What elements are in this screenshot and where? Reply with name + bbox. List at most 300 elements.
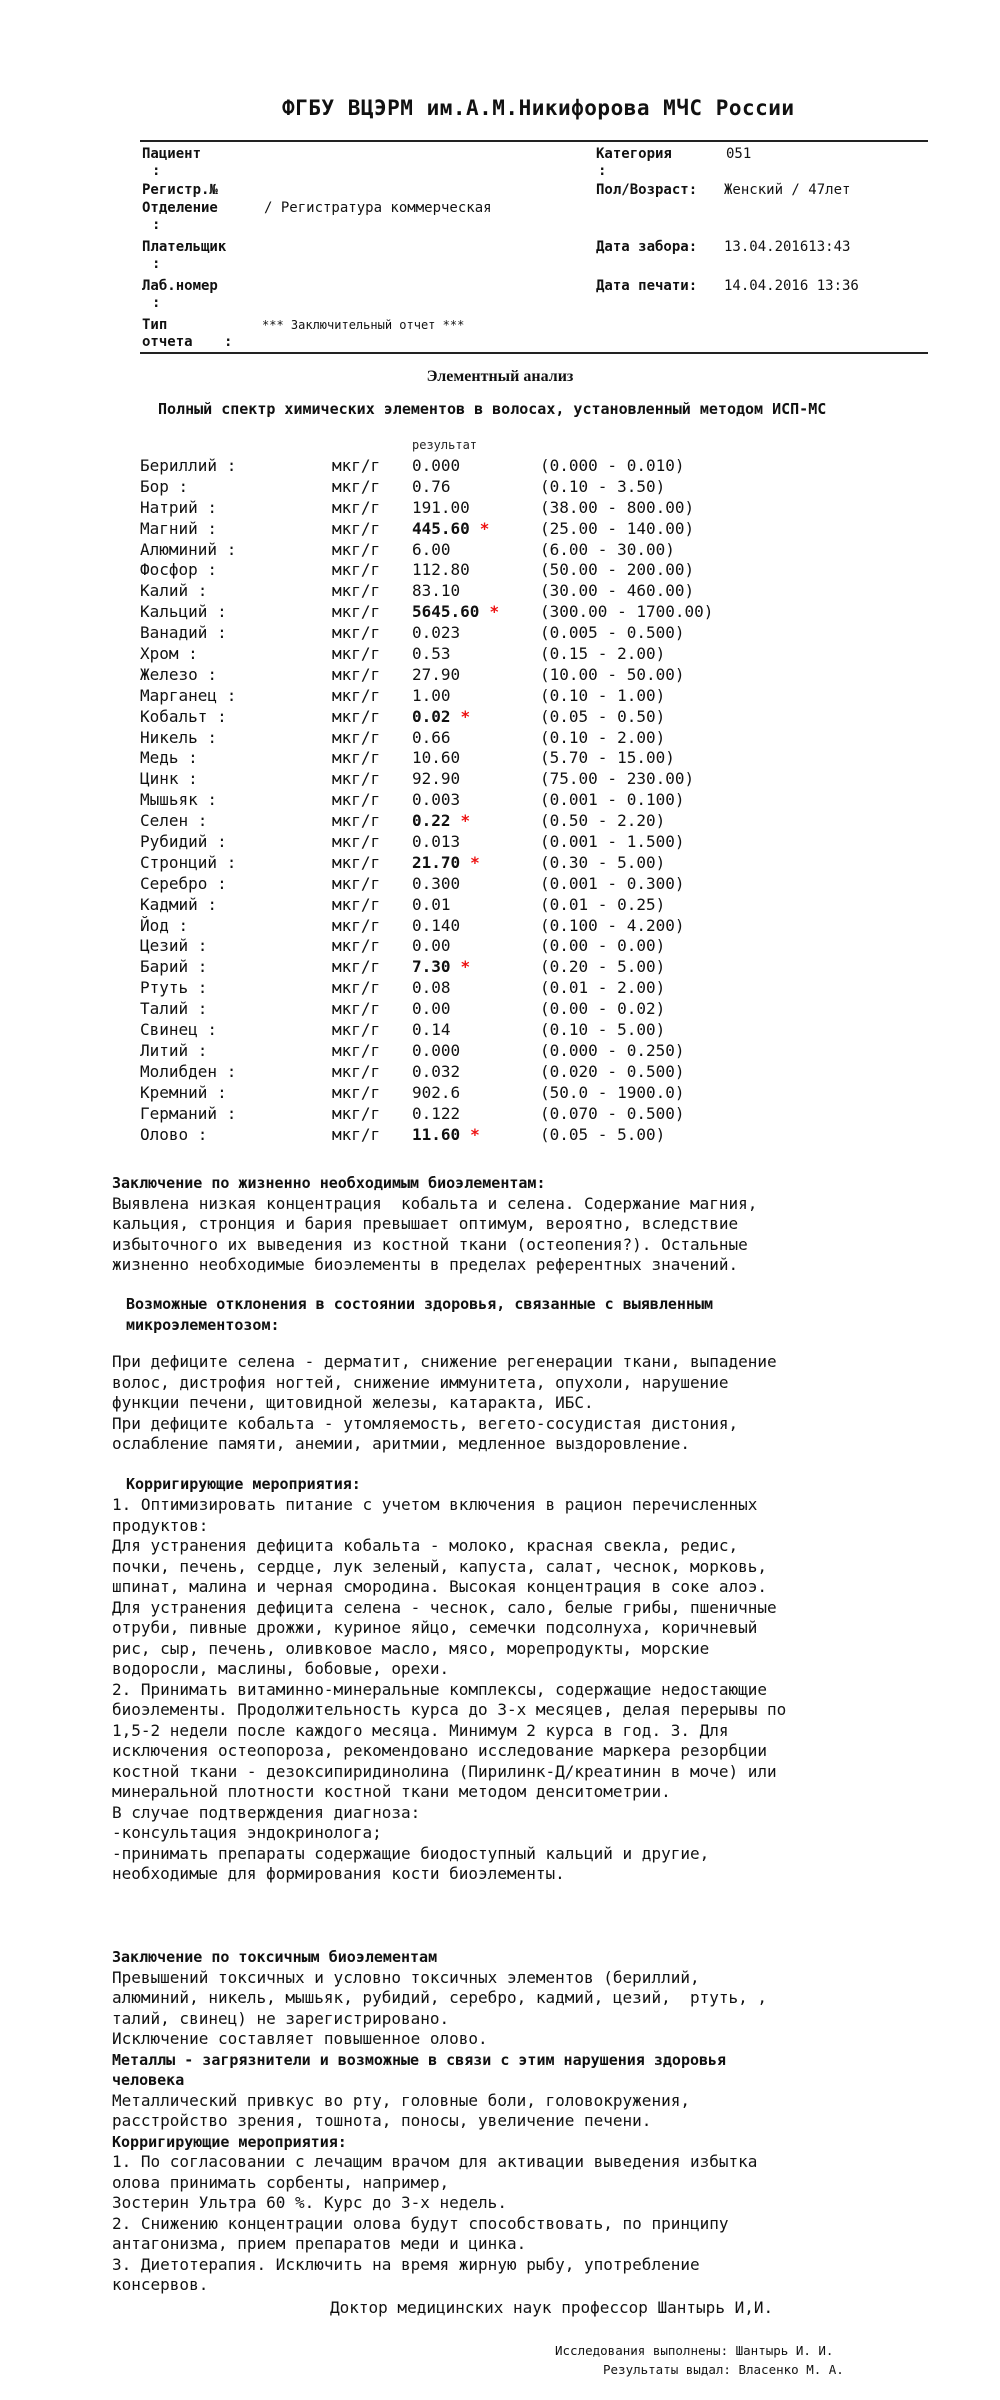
result-row <box>140 1104 840 1125</box>
element-unit: мкг/г <box>332 790 381 810</box>
lab-number-colon: : <box>152 295 161 311</box>
element-unit: мкг/г <box>332 706 381 726</box>
text-line: исключения остеопороза, рекомендовано исследование маркера резорбции <box>112 1741 768 1760</box>
reference-range: (0.005 - 0.500) <box>540 623 685 643</box>
element-name: Никель : <box>140 727 218 747</box>
element-value <box>412 540 451 561</box>
element-unit: мкг/г <box>332 476 381 496</box>
reference-range: (0.001 - 1.500) <box>540 832 685 852</box>
text-line: Для устранения дефицита кобальта - молоко, красная свекла, редис, <box>112 1536 739 1555</box>
text-line: 3. Диетотерапия. Исключить на время жирную рыбу, употребление <box>112 2254 700 2274</box>
element-name: Ртуть : <box>140 978 208 998</box>
lab-number-label: Лаб.номер <box>142 278 218 294</box>
text-line: шпинат, малина и черная смородина. Высокая концентрация в соке алоэ. <box>112 1577 768 1596</box>
metals-heading <box>112 2050 902 2091</box>
element-name: Кальций : <box>140 602 227 622</box>
organization-title: ФГБУ ВЦЭРМ им.А.М.Никифорова МЧС России <box>282 96 795 120</box>
element-value-text: 0.02 <box>412 706 451 726</box>
result-column-header: результат <box>412 438 478 452</box>
reference-range: (0.000 - 0.010) <box>540 456 685 475</box>
element-value-text: 0.00 <box>412 999 451 1019</box>
doctor-signature: Доктор медицинских наук профессор Шантырь И,И. <box>330 2298 774 2317</box>
result-row <box>140 644 840 665</box>
category-label: Категория <box>596 146 672 162</box>
element-name: Йод : <box>140 915 189 935</box>
result-row <box>140 519 840 540</box>
result-row <box>140 602 840 623</box>
reference-range: (6.00 - 30.00) <box>540 539 675 559</box>
collection-date-value: 13.04.201613:43 <box>724 239 851 255</box>
text-line: костной ткани - дезоксипиридинолина (Пирилинк-Д/креатинин в моче) или <box>112 1761 777 1781</box>
result-row <box>140 874 840 895</box>
element-name: Хром : <box>140 644 198 664</box>
element-name: Фосфор : <box>140 560 218 580</box>
result-row <box>140 1020 840 1041</box>
element-name: Цезий : <box>140 936 208 956</box>
department-label: Отделение <box>142 200 218 216</box>
element-unit: мкг/г <box>332 1020 381 1040</box>
text-line: олова принимать сорбенты, например, <box>112 2172 450 2192</box>
element-value <box>412 1104 460 1125</box>
reference-range: (0.001 - 0.300) <box>540 873 685 893</box>
element-value-text: 0.140 <box>412 915 461 935</box>
toxic-corrective-lines <box>112 2152 902 2296</box>
element-unit: мкг/г <box>332 644 381 664</box>
element-value-text: 0.00 <box>412 936 451 956</box>
element-value-text: 0.003 <box>412 790 461 810</box>
element-value <box>412 874 460 895</box>
toxic-lines <box>112 1968 902 2050</box>
result-row <box>140 498 840 519</box>
element-value <box>412 623 460 644</box>
reference-range: (0.05 - 5.00) <box>540 1124 666 1144</box>
element-value <box>412 560 470 581</box>
element-unit: мкг/г <box>332 832 381 852</box>
patient-colon: : <box>152 163 161 179</box>
text-line: водоросли, маслины, бобовые, орехи. <box>112 1659 450 1678</box>
reference-range: (50.00 - 200.00) <box>540 560 695 580</box>
result-row <box>140 936 840 957</box>
payer-colon: : <box>152 256 161 272</box>
out-of-range-flag: * <box>470 852 480 872</box>
element-value <box>412 916 460 937</box>
element-name: Молибден : <box>140 1061 237 1081</box>
result-row <box>140 1041 840 1062</box>
element-value-text: 0.032 <box>412 1061 461 1081</box>
element-value <box>412 1083 460 1104</box>
element-value <box>412 957 470 978</box>
text-line: алюминий, никель, мышьяк, рубидий, серебро, кадмий, цезий, ртуть, , <box>112 1988 768 2007</box>
text-line: В случае подтверждения диагноза: <box>112 1802 421 1822</box>
element-value <box>412 1125 480 1146</box>
text-line: Выявлена низкая концентрация кобальта и селена. Содержание магния, <box>112 1193 758 1213</box>
reference-range: (75.00 - 230.00) <box>540 769 695 789</box>
reference-range: (0.50 - 2.20) <box>540 811 666 831</box>
element-value-text: 21.70 <box>412 852 461 872</box>
result-row <box>140 456 840 477</box>
text-line: Превышений токсичных и условно токсичных элементов (бериллий, <box>112 1967 700 1987</box>
element-name: Олово : <box>140 1124 208 1144</box>
text-line: рис, сыр, печень, оливковое масло, мясо, морепродукты, морские <box>112 1638 710 1658</box>
element-name: Кобальт : <box>140 706 227 726</box>
result-row <box>140 895 840 916</box>
element-value-text: 0.000 <box>412 1040 461 1060</box>
method-title: Полный спектр химических элементов в волосах, установленный методом ИСП-МС <box>158 400 827 418</box>
reference-range: (0.05 - 0.50) <box>540 706 666 726</box>
reference-range: (0.070 - 0.500) <box>540 1103 685 1123</box>
reference-range: (38.00 - 800.00) <box>540 497 695 517</box>
element-name: Медь : <box>140 748 198 768</box>
text-line: При дефиците кобальта - утомляемость, вегето-сосудистая дистония, <box>112 1413 739 1433</box>
text-line: Металлический привкус во рту, головные боли, головокружения, <box>112 2090 690 2110</box>
reference-range: (0.30 - 5.00) <box>540 852 666 872</box>
result-row <box>140 477 840 498</box>
text-line: антагонизма, прием препаратов меди и цинка. <box>112 2234 527 2253</box>
element-value <box>412 1041 460 1062</box>
reference-range: (0.000 - 0.250) <box>540 1040 685 1060</box>
element-value-text: 0.66 <box>412 727 451 747</box>
reference-range: (0.10 - 2.00) <box>540 727 666 747</box>
sex-age-value: Женский / 47лет <box>724 182 851 198</box>
element-value <box>412 1062 460 1083</box>
metals-lines <box>112 2091 902 2132</box>
element-name: Магний : <box>140 518 218 538</box>
result-row <box>140 1083 840 1104</box>
element-value <box>412 602 499 623</box>
reference-range: (10.00 - 50.00) <box>540 664 685 684</box>
result-row <box>140 790 840 811</box>
element-unit: мкг/г <box>332 1061 381 1081</box>
element-value-text: 902.6 <box>412 1082 461 1102</box>
category-value: 051 <box>726 146 752 162</box>
reference-range: (0.00 - 0.00) <box>540 936 666 956</box>
text-line: расстройство зрения, тошнота, поносы, увеличение печени. <box>112 2111 652 2130</box>
department-colon: : <box>152 217 161 233</box>
element-value <box>412 456 460 477</box>
reference-range: (0.10 - 3.50) <box>540 476 666 496</box>
text-line: Металлы - загрязнители и возможные в связи с этим нарушения здоровья <box>112 2050 727 2069</box>
out-of-range-flag: * <box>460 706 471 726</box>
header-bottom-divider <box>140 352 928 354</box>
result-row <box>140 665 840 686</box>
element-value-text: 0.76 <box>412 476 451 496</box>
toxic-corrective-heading: Корригирующие мероприятия: <box>112 2132 347 2151</box>
element-unit: мкг/г <box>332 456 381 475</box>
result-row <box>140 1125 840 1146</box>
text-line: продуктов: <box>112 1515 209 1535</box>
out-of-range-flag: * <box>479 518 490 538</box>
element-value <box>412 707 470 728</box>
text-line: кальция, стронция и бария превышает оптимум, вероятно, вследствие <box>112 1214 739 1233</box>
text-line: человека <box>112 2071 185 2089</box>
deviations-heading <box>126 1294 916 1335</box>
corrective-text <box>112 1495 902 1885</box>
text-line: Возможные отклонения в состоянии здоровья, связанные с выявленным <box>126 1295 713 1313</box>
element-name: Серебро : <box>140 873 227 893</box>
element-unit: мкг/г <box>332 811 381 831</box>
element-name: Марганец : <box>140 685 237 705</box>
element-value <box>412 665 460 686</box>
result-row <box>140 707 840 728</box>
department-value: / Регистратура коммерческая <box>264 200 492 216</box>
element-value-text: 445.60 <box>412 518 470 538</box>
text-line: -консультация эндокринолога; <box>112 1823 382 1842</box>
element-name: Железо : <box>140 664 218 684</box>
element-value-text: 0.300 <box>412 873 461 893</box>
result-row <box>140 623 840 644</box>
deviations-lines <box>112 1352 902 1455</box>
out-of-range-flag: * <box>489 602 500 622</box>
out-of-range-flag: * <box>470 1124 480 1144</box>
element-value <box>412 790 460 811</box>
result-row <box>140 1062 840 1083</box>
text-line: функции печени, щитовидной железы, катаракта, ИБС. <box>112 1393 594 1412</box>
text-line: минеральной плотности костной ткани методом денситометрии. <box>112 1782 671 1801</box>
deviations-text <box>112 1352 902 1455</box>
essential-conclusion-text <box>112 1194 902 1276</box>
text-line: биоэлементы. Продолжительность курса до 3-х месяцев, делая перерывы по <box>112 1700 787 1719</box>
element-name: Талий : <box>140 999 208 1019</box>
element-value-text: 5645.60 <box>412 602 480 622</box>
element-name: Стронций : <box>140 852 237 872</box>
element-name: Свинец : <box>140 1020 218 1040</box>
essential-conclusion <box>112 1173 902 1276</box>
reference-range: (0.00 - 0.02) <box>540 999 666 1019</box>
element-value <box>412 498 470 519</box>
result-row <box>140 581 840 602</box>
reference-range: (30.00 - 460.00) <box>540 581 695 601</box>
text-line: жизненно необходимые биоэлементы в пределах референтных значений. <box>112 1255 739 1274</box>
result-row <box>140 916 840 937</box>
text-line: необходимые для формирования кости биоэлементы. <box>112 1864 565 1883</box>
element-unit: мкг/г <box>332 1040 381 1060</box>
reference-range: (0.20 - 5.00) <box>540 957 666 977</box>
reference-range: (25.00 - 140.00) <box>540 518 695 538</box>
element-name: Бор : <box>140 476 189 496</box>
element-unit: мкг/г <box>332 769 381 789</box>
reference-range: (300.00 - 1700.00) <box>540 602 714 622</box>
element-unit: мкг/г <box>332 664 381 684</box>
result-row <box>140 853 840 874</box>
element-name: Натрий : <box>140 497 218 517</box>
element-value-text: 6.00 <box>412 539 451 559</box>
reference-range: (0.020 - 0.500) <box>540 1061 685 1081</box>
element-value <box>412 853 480 874</box>
element-unit: мкг/г <box>332 748 381 768</box>
element-value <box>412 644 451 665</box>
report-type-colon: : <box>224 334 233 350</box>
element-value-text: 7.30 <box>412 957 451 977</box>
corrective-lines <box>112 1495 902 1885</box>
element-unit: мкг/г <box>332 1103 381 1123</box>
element-value <box>412 519 489 540</box>
text-line: При дефиците селена - дерматит, снижение регенерации ткани, выпадение <box>112 1352 777 1371</box>
result-row <box>140 832 840 853</box>
result-row <box>140 957 840 978</box>
section-title: Элементный анализ <box>426 368 574 385</box>
element-name: Бериллий : <box>140 456 237 475</box>
element-value <box>412 999 451 1020</box>
text-line: -принимать препараты содержащие биодоступный кальций и другие, <box>112 1843 710 1863</box>
element-name: Ванадий : <box>140 623 227 643</box>
element-unit: мкг/г <box>332 727 381 747</box>
result-row <box>140 686 840 707</box>
element-value <box>412 769 460 790</box>
reference-range: (0.10 - 1.00) <box>540 685 666 705</box>
element-value-text: 0.023 <box>412 623 461 643</box>
print-date-value: 14.04.2016 13:36 <box>724 278 859 294</box>
text-line: 1. По согласовании с лечащим врачом для активации выведения избытка <box>112 2152 758 2171</box>
element-value-text: 10.60 <box>412 748 461 768</box>
element-unit: мкг/г <box>332 936 381 956</box>
element-unit: мкг/г <box>332 999 381 1019</box>
element-unit: мкг/г <box>332 581 381 601</box>
element-value <box>412 895 451 916</box>
element-name: Кремний : <box>140 1082 227 1102</box>
text-line: микроэлементозом: <box>126 1315 280 1334</box>
reference-range: (0.100 - 4.200) <box>540 915 685 935</box>
element-unit: мкг/г <box>332 1082 381 1102</box>
element-name: Алюминий : <box>140 539 237 559</box>
element-unit: мкг/г <box>332 602 381 622</box>
element-value-text: 0.000 <box>412 456 461 475</box>
category-colon: : <box>598 163 607 179</box>
payer-label: Плательщик <box>142 239 227 255</box>
reference-range: (0.01 - 2.00) <box>540 978 666 998</box>
text-line: почки, печень, сердце, лук зеленый, капуста, салат, чеснок, морковь, <box>112 1556 768 1576</box>
element-value-text: 0.14 <box>412 1020 451 1040</box>
performed-by: Исследования выполнены: Шантырь И. И. <box>555 2343 834 2358</box>
corrective-heading: Корригирующие мероприятия: <box>126 1475 361 1493</box>
text-line: талий, свинец) не зарегистрировано. <box>112 2008 450 2028</box>
element-name: Цинк : <box>140 769 198 789</box>
text-line: ослабление памяти, анемии, аритмии, медленное выздоровление. <box>112 1434 690 1453</box>
text-line: 2. Снижению концентрации олова будут способствовать, по принципу <box>112 2213 729 2233</box>
text-line: волос, дистрофия ногтей, снижение иммунитета, опухоли, нарушение <box>112 1372 729 1392</box>
result-row <box>140 728 840 749</box>
element-unit: мкг/г <box>332 978 381 998</box>
element-value-text: 0.122 <box>412 1103 461 1123</box>
element-value <box>412 686 451 707</box>
element-unit: мкг/г <box>332 873 381 893</box>
element-name: Калий : <box>140 581 208 601</box>
element-value <box>412 811 470 832</box>
element-value <box>412 748 460 769</box>
element-name: Германий : <box>140 1103 237 1123</box>
text-line: консервов. <box>112 2275 209 2294</box>
element-name: Селен : <box>140 811 208 831</box>
text-line: избыточного их выведения из костной ткани (остеопения?). Остальные <box>112 1234 748 1254</box>
result-row <box>140 748 840 769</box>
element-value-text: 1.00 <box>412 685 451 705</box>
print-date-label: Дата печати: <box>596 278 698 294</box>
element-value <box>412 832 460 853</box>
report-type-value: *** Заключительный отчет *** <box>262 318 465 332</box>
result-row <box>140 978 840 999</box>
element-unit: мкг/г <box>332 915 381 935</box>
element-name: Литий : <box>140 1040 208 1060</box>
out-of-range-flag: * <box>460 957 471 977</box>
element-value <box>412 581 460 602</box>
element-value <box>412 978 451 999</box>
element-value-text: 0.08 <box>412 978 451 998</box>
header-divider <box>140 140 928 142</box>
reference-range: (0.001 - 0.100) <box>540 790 685 810</box>
reference-range: (5.70 - 15.00) <box>540 748 675 768</box>
element-name: Рубидий : <box>140 832 227 852</box>
element-unit: мкг/г <box>332 957 381 977</box>
element-unit: мкг/г <box>332 497 381 517</box>
text-line: отруби, пивные дрожжи, куриное яйцо, семечки подсолнуха, коричневый <box>112 1618 758 1637</box>
deviations-section <box>126 1294 916 1335</box>
element-value-text: 92.90 <box>412 769 461 789</box>
text-line: 2. Принимать витаминно-минеральные комплексы, содержащие недостающие <box>112 1679 768 1699</box>
patient-label: Пациент <box>142 146 202 162</box>
text-line: 1,5-2 недели после каждого месяца. Минимум 2 курса в год. 3. Для <box>112 1720 729 1740</box>
result-row <box>140 769 840 790</box>
collection-date-label: Дата забора: <box>596 239 698 255</box>
registry-label: Регистр.№ <box>142 182 218 198</box>
element-unit: мкг/г <box>332 623 381 643</box>
result-row <box>140 811 840 832</box>
element-name: Мышьяк : <box>140 790 218 810</box>
result-row <box>140 560 840 581</box>
result-row <box>140 999 840 1020</box>
element-unit: мкг/г <box>332 685 381 705</box>
element-name: Барий : <box>140 957 208 977</box>
text-line: Для устранения дефицита селена - чеснок, сало, белые грибы, пшеничные <box>112 1597 777 1617</box>
text-line: Исключение составляет повышенное олово. <box>112 2029 488 2048</box>
sex-age-label: Пол/Возраст: <box>596 182 698 198</box>
element-value <box>412 728 451 749</box>
element-value-text: 0.53 <box>412 644 451 664</box>
element-value-text: 0.01 <box>412 894 451 914</box>
element-unit: мкг/г <box>332 852 381 872</box>
issued-by: Результаты выдал: Власенко М. А. <box>603 2362 844 2377</box>
reference-range: (0.15 - 2.00) <box>540 644 666 664</box>
element-name: Кадмий : <box>140 894 218 914</box>
toxic-heading: Заключение по токсичным биоэлементам <box>112 1948 438 1966</box>
reference-range: (0.10 - 5.00) <box>540 1020 666 1040</box>
essential-conclusion-heading: Заключение по жизненно необходимым биоэлементам: <box>112 1174 546 1192</box>
element-value-text: 0.22 <box>412 811 451 831</box>
text-line: Зостерин Ультра 60 %. Курс до 3-х недель. <box>112 2193 507 2212</box>
element-value-text: 11.60 <box>412 1124 461 1144</box>
element-value <box>412 1020 451 1041</box>
reference-range: (0.01 - 0.25) <box>540 894 666 914</box>
element-value <box>412 477 451 498</box>
result-row <box>140 540 840 561</box>
element-value <box>412 936 451 957</box>
report-type-label: Тип отчета <box>142 317 193 350</box>
out-of-range-flag: * <box>460 811 471 831</box>
element-value-text: 83.10 <box>412 581 461 601</box>
corrective-heading-block <box>126 1474 916 1495</box>
results-table <box>140 456 840 1145</box>
element-unit: мкг/г <box>332 518 381 538</box>
toxic-section <box>112 1947 902 2296</box>
element-unit: мкг/г <box>332 1124 381 1144</box>
text-line: 1. Оптимизировать питание с учетом включения в рацион перечисленных <box>112 1495 758 1514</box>
element-value-text: 27.90 <box>412 664 461 684</box>
reference-range: (50.0 - 1900.0) <box>540 1082 685 1102</box>
element-value-text: 112.80 <box>412 560 470 580</box>
element-unit: мкг/г <box>332 560 381 580</box>
element-unit: мкг/г <box>332 539 381 559</box>
element-unit: мкг/г <box>332 894 381 914</box>
element-value-text: 191.00 <box>412 497 470 517</box>
element-value-text: 0.013 <box>412 832 461 852</box>
